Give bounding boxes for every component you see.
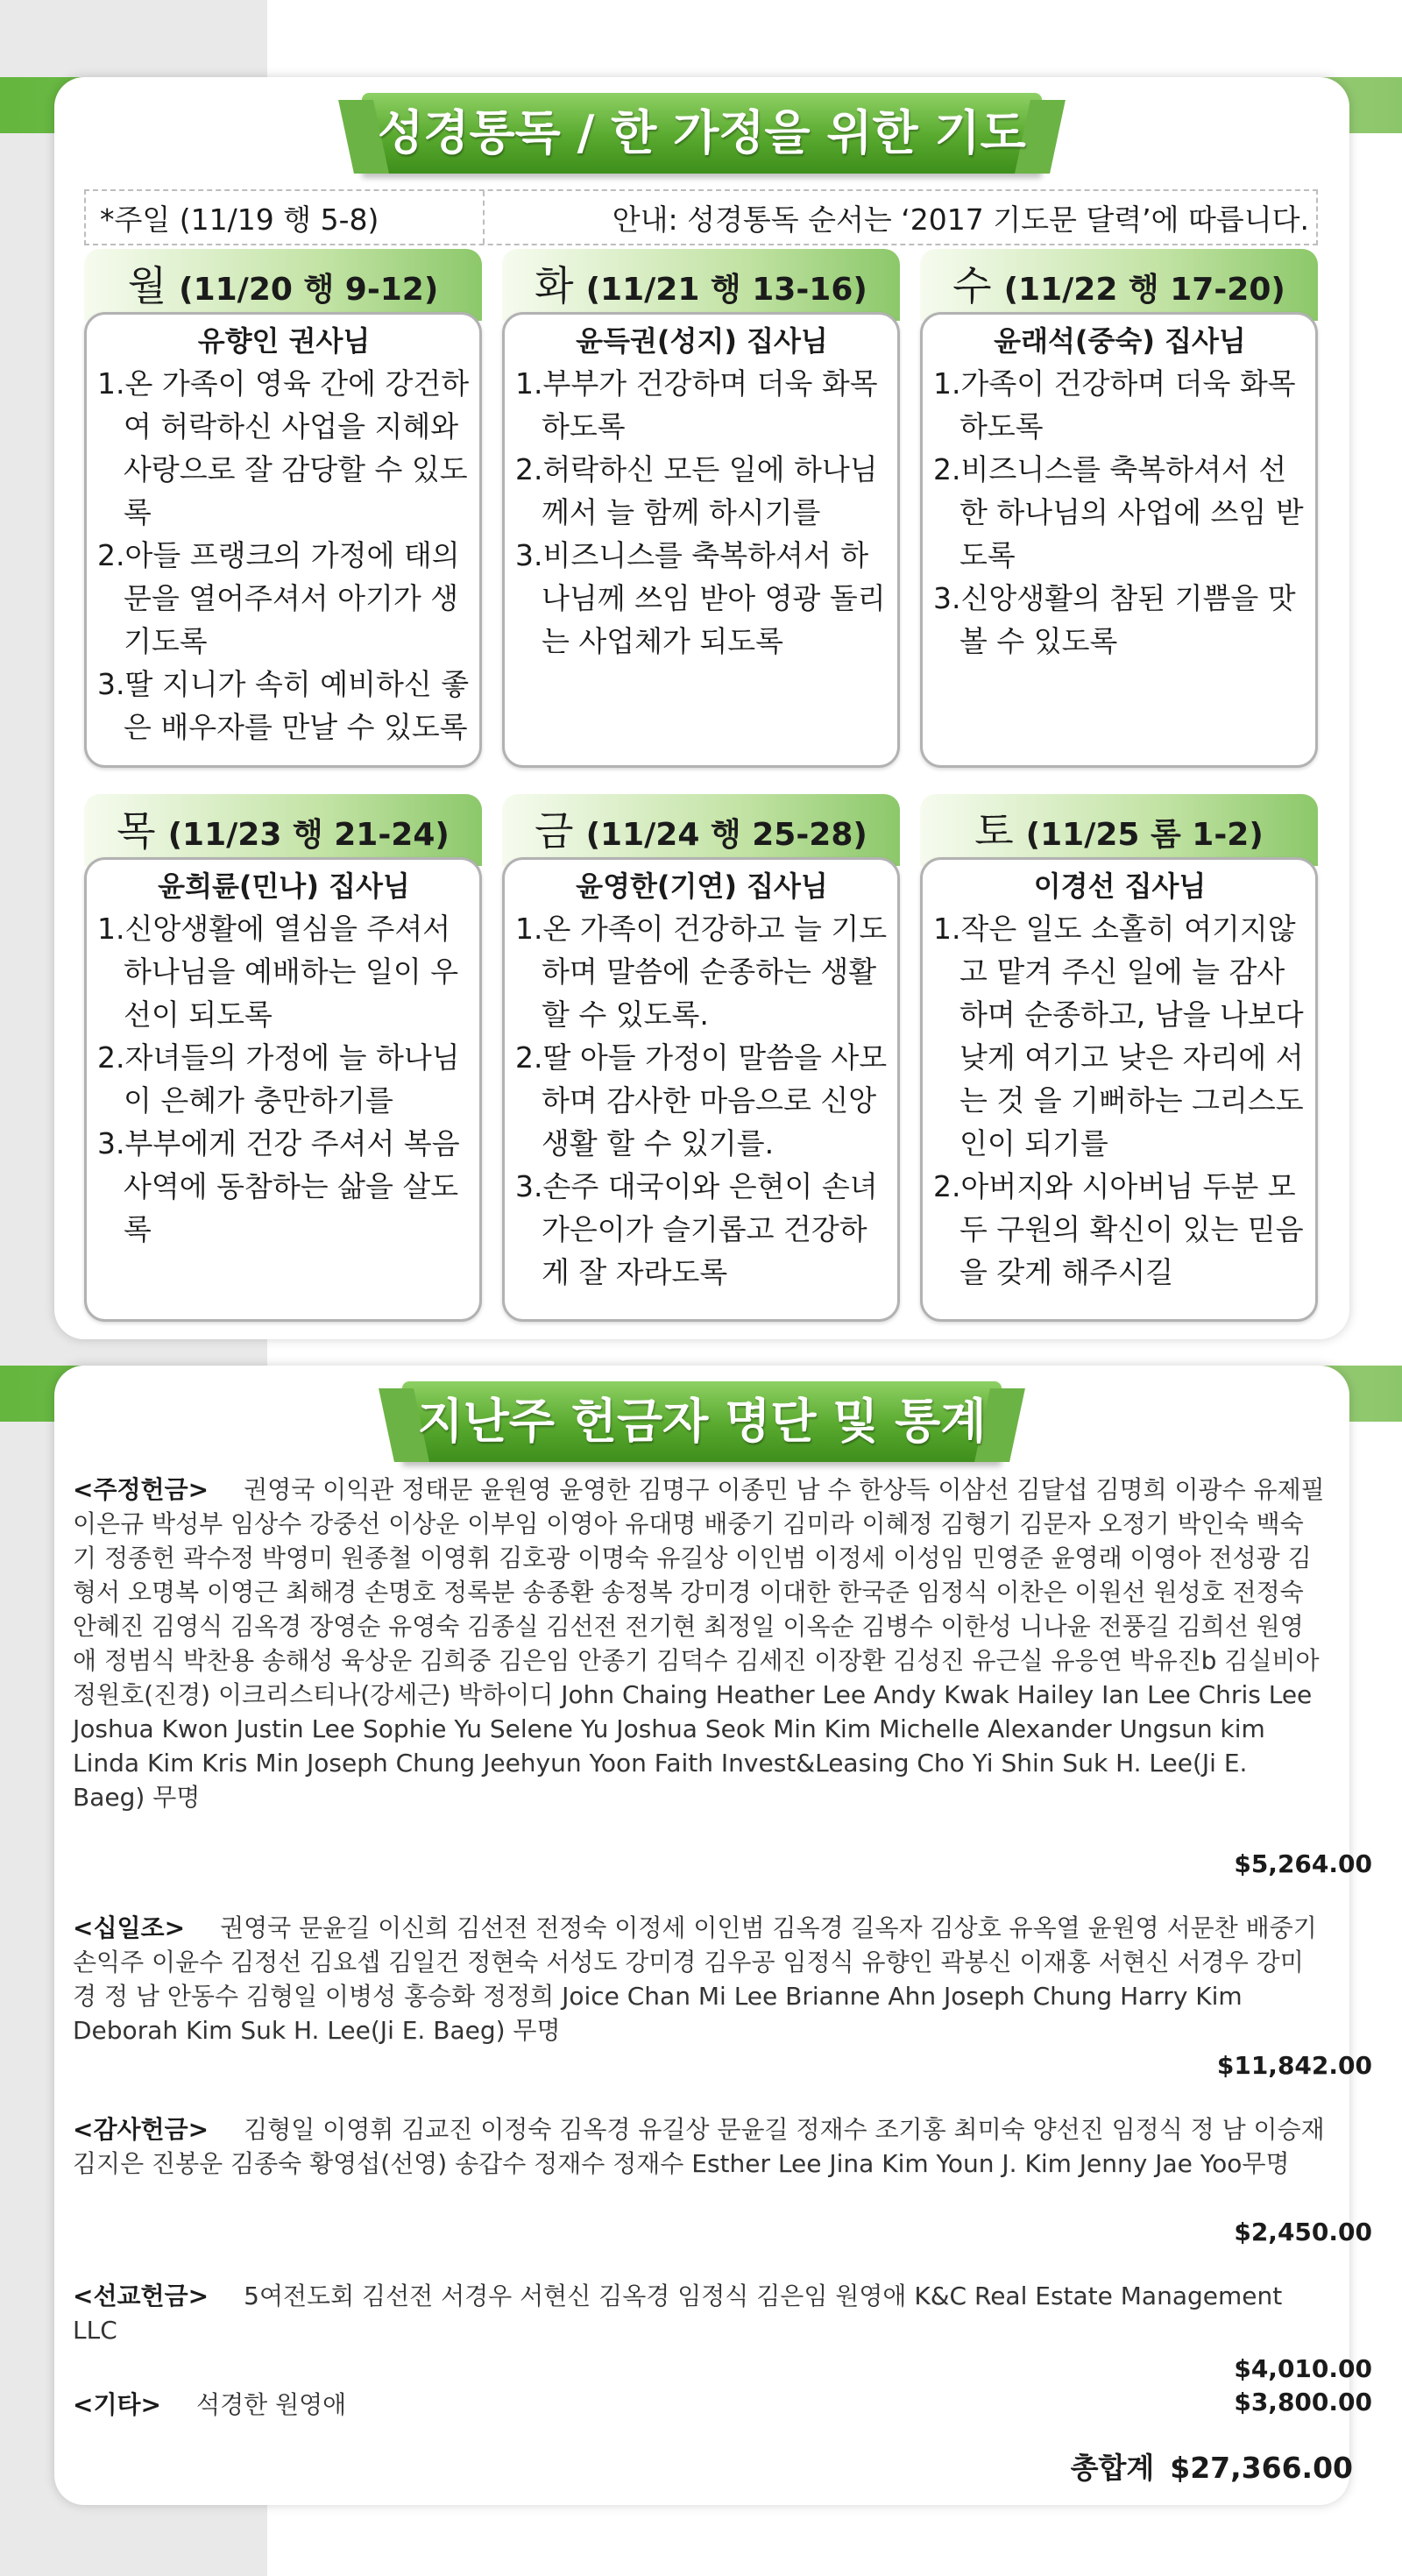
offering-amount: $11,842.00 [1216, 2051, 1372, 2080]
offering-label: <감사헌금> [73, 2115, 209, 2144]
prayer-item: 2.허락하신 모든 일에 하나님께서 늘 함께 하시기를 [515, 452, 878, 529]
person-name: 윤래석(중숙) 집사님 [994, 324, 1246, 358]
day-reading: (11/25 롬 1-2) [1025, 817, 1264, 853]
grand-total-label: 총합계 [1070, 2451, 1155, 2485]
offering-other [73, 2388, 1037, 2422]
offering-label: <주정헌금> [73, 1475, 209, 1504]
day-header [502, 794, 900, 866]
sunday-reading: *주일 (11/19 행 5-8) [86, 191, 485, 244]
offering-title: 지난주 헌금자 명단 및 통계 [402, 1381, 1002, 1462]
day-name: 월 [127, 262, 167, 309]
offering-amount: $5,264.00 [1234, 1849, 1372, 1878]
day-body [502, 312, 900, 768]
day-header [502, 249, 900, 321]
day-name: 금 [535, 807, 574, 855]
offering-label: <선교헌금> [73, 2281, 209, 2310]
reading-notice: 안내: 성경통독 순서는 ‘2017 기도문 달력’에 따릅니다. [612, 202, 1309, 237]
offering-names: 권영국 이익관 정태문 윤원영 윤영한 김명구 이종민 남 수 한상득 이삼선 김달섭 김명희 이광수 유제필 이은규 박성부 임상수 강중선 이상운 이부임 이영아 유대명 배중기 김미라 이혜정 김형기 김문자 오정기 박인숙 백숙기 정종헌 곽수정 박영미 원종철 이영휘 김호광 이명숙 유길상 이인범 이정세 이성임 민영준 윤영래 이영아 전성광 김형서 오명복 이영근 최해경 손명호 정록분 송종환 송정복 강미경 이대한 한국준 임정식 이찬은 이원선 원성호 전정숙 안혜진 김영식 김옥경 장영순 유영숙 김종실 김선전 전기현 최정일 이옥순 김병수 이한성 니나윤 전풍길 김희선 원영애 정범식 박찬용 송해성 육상운 김희중 김은임 안종기 김덕수 김세진 이장환 김성진 유근실 유응연 박유진b 김실비아 정원호(진경) 이크리스티나(강세근) 박하이디 John Chaing Heather Lee Andy Kwak Hailey Ian Lee Chris Lee Joshua Kwon Justin Lee Sophie Yu Selene Yu Joshua Seok Min Kim Michelle Alexander Ungsun kim Linda Kim Kris Min Joseph Chung Jeehyun Yoon Faith Invest&Leasing Cho Yi Shin Suk H. Lee(Ji E. Baeg) 무명 [73, 1475, 1325, 1812]
prayer-item: 2.비즈니스를 축복하셔서 선한 하나님의 사업에 쓰임 받도록 [933, 452, 1304, 572]
day-card-thu [84, 794, 482, 1246]
prayer-item: 2.아들 프랭크의 가정에 태의 문을 열어주셔서 아기가 생기도록 [97, 538, 460, 658]
day-name: 수 [952, 262, 992, 309]
offering-names: 김형일 이영휘 김교진 이정숙 김옥경 유길상 문윤길 정재수 조기홍 최미숙 양선진 임정식 정 남 이승재 김지은 진봉운 김종숙 황영섭(선영) 송갑수 정재수 정재수 Esther Lee Jina Kim Youn J. Kim Jenny Jae Yoo무명 [73, 2115, 1325, 2178]
day-card-wed [920, 249, 1318, 658]
prayer-item: 3.손주 대국이와 은현이 손녀 가은이가 슬기롭고 건강하게 잘 자라도록 [515, 1169, 878, 1289]
day-header [920, 794, 1318, 866]
prayer-item: 3.비즈니스를 축복하셔서 하나님께 쓰임 받아 영광 돌리는 사업체가 되도록 [515, 538, 886, 658]
day-header [84, 794, 482, 866]
prayer-item: 3.딸 지니가 속히 예비하신 좋은 배우자를 만날 수 있도록 [97, 667, 470, 744]
day-body [502, 857, 900, 1322]
offering-label: <기타> [73, 2390, 162, 2419]
offering-regular [73, 1473, 1326, 1814]
day-card-fri [502, 794, 900, 1289]
day-header [84, 249, 482, 321]
day-body [920, 312, 1318, 768]
prayer-item: 1.온 가족이 건강하고 늘 기도하며 말씀에 순종하는 생활 할 수 있도록. [515, 912, 888, 1032]
offering-tithe [73, 1911, 1326, 2047]
day-card-sat [920, 794, 1318, 1289]
offering-amount: $3,800.00 [1234, 2388, 1372, 2416]
prayer-item: 1.가족이 건강하며 더욱 화목하도록 [933, 366, 1296, 444]
offering-names: 5여전도회 김선전 서경우 서현신 김옥경 임정식 김은임 원영애 K&C Real Estate Management LLC [73, 2281, 1283, 2345]
person-name: 유향인 권사님 [197, 324, 371, 358]
prayer-item: 3.부부에게 건강 주셔서 복음 사역에 동참하는 삶을 살도록 [97, 1126, 460, 1246]
prayer-item: 1.작은 일도 소홀히 여기지않고 맡겨 주신 일에 늘 감사하며 순종하고, 남을 나보다 낮게 여기고 낮은 자리에 서는 것 을 기뻐하는 그리스도인이 되기를 [933, 912, 1304, 1160]
person-name: 윤영한(기연) 집사님 [576, 869, 828, 903]
prayer-item: 1.신앙생활에 열심을 주셔서 하나님을 예배하는 일이 우선이 되도록 [97, 912, 459, 1032]
offering-amount: $2,450.00 [1234, 2218, 1372, 2246]
day-card-mon [84, 249, 482, 744]
offering-mission [73, 2279, 1326, 2347]
prayer-item: 2.딸 아들 가정이 말씀을 사모하며 감사한 마음으로 신앙생활 할 수 있기를. [515, 1040, 888, 1160]
day-header [920, 249, 1318, 321]
day-reading: (11/20 행 9-12) [179, 272, 439, 308]
offering-names: 권영국 문윤길 이신희 김선전 전정숙 이정세 이인범 김옥경 길옥자 김상호 유옥열 윤원영 서문찬 배중기 손익주 이윤수 김정선 김요셉 김일건 정현숙 서성도 강미경 김우공 임정식 유향인 곽봉신 이재홍 서현신 서경우 강미경 정 남 안동수 김형일 이병성 홍승화 정정희 Joice Chan Mi Lee Brianne Ahn Joseph Chung Harry Kim Deborah Kim Suk H. Lee(Ji E. Baeg) 무명 [73, 1913, 1317, 2045]
grand-total [1055, 2445, 1353, 2487]
prayer-title: 성경통독 / 한 가정을 위한 기도 [362, 93, 1042, 174]
person-name: 이경선 집사님 [1033, 869, 1207, 903]
day-body [84, 312, 482, 768]
day-name: 목 [117, 807, 156, 855]
person-name: 윤희륜(민나) 집사님 [158, 869, 410, 903]
prayer-item: 2.자녀들의 가정에 늘 하나님이 은혜가 충만하기를 [97, 1040, 460, 1118]
info-row [84, 189, 1318, 245]
day-name: 토 [974, 807, 1014, 855]
day-body [84, 857, 482, 1322]
day-reading: (11/22 행 17-20) [1003, 272, 1285, 308]
prayer-item: 3.신앙생활의 참된 기쁨을 맛볼 수 있도록 [933, 581, 1296, 658]
prayer-item: 1.온 가족이 영육 간에 강건하여 허락하신 사업을 지혜와 사랑으로 잘 감당할 수 있도록 [97, 366, 470, 529]
offering-names: 석경한 원영애 [196, 2390, 347, 2419]
day-card-tue [502, 249, 900, 658]
offering-label: <십일조> [73, 1913, 186, 1942]
day-reading: (11/24 행 25-28) [585, 817, 867, 853]
person-name: 윤득권(성지) 집사님 [576, 324, 828, 358]
prayer-item: 1.부부가 건강하며 더욱 화목하도록 [515, 366, 878, 444]
day-body [920, 857, 1318, 1322]
grand-total-amount: $27,366.00 [1170, 2451, 1353, 2485]
offering-thanks [73, 2112, 1326, 2181]
day-reading: (11/21 행 13-16) [585, 272, 867, 308]
day-name: 화 [535, 262, 574, 309]
day-reading: (11/23 행 21-24) [167, 817, 450, 853]
offering-amount: $4,010.00 [1234, 2354, 1372, 2383]
prayer-item: 2.아버지와 시아버님 두분 모두 구원의 확신이 있는 믿음을 갖게 해주시길 [933, 1169, 1304, 1289]
